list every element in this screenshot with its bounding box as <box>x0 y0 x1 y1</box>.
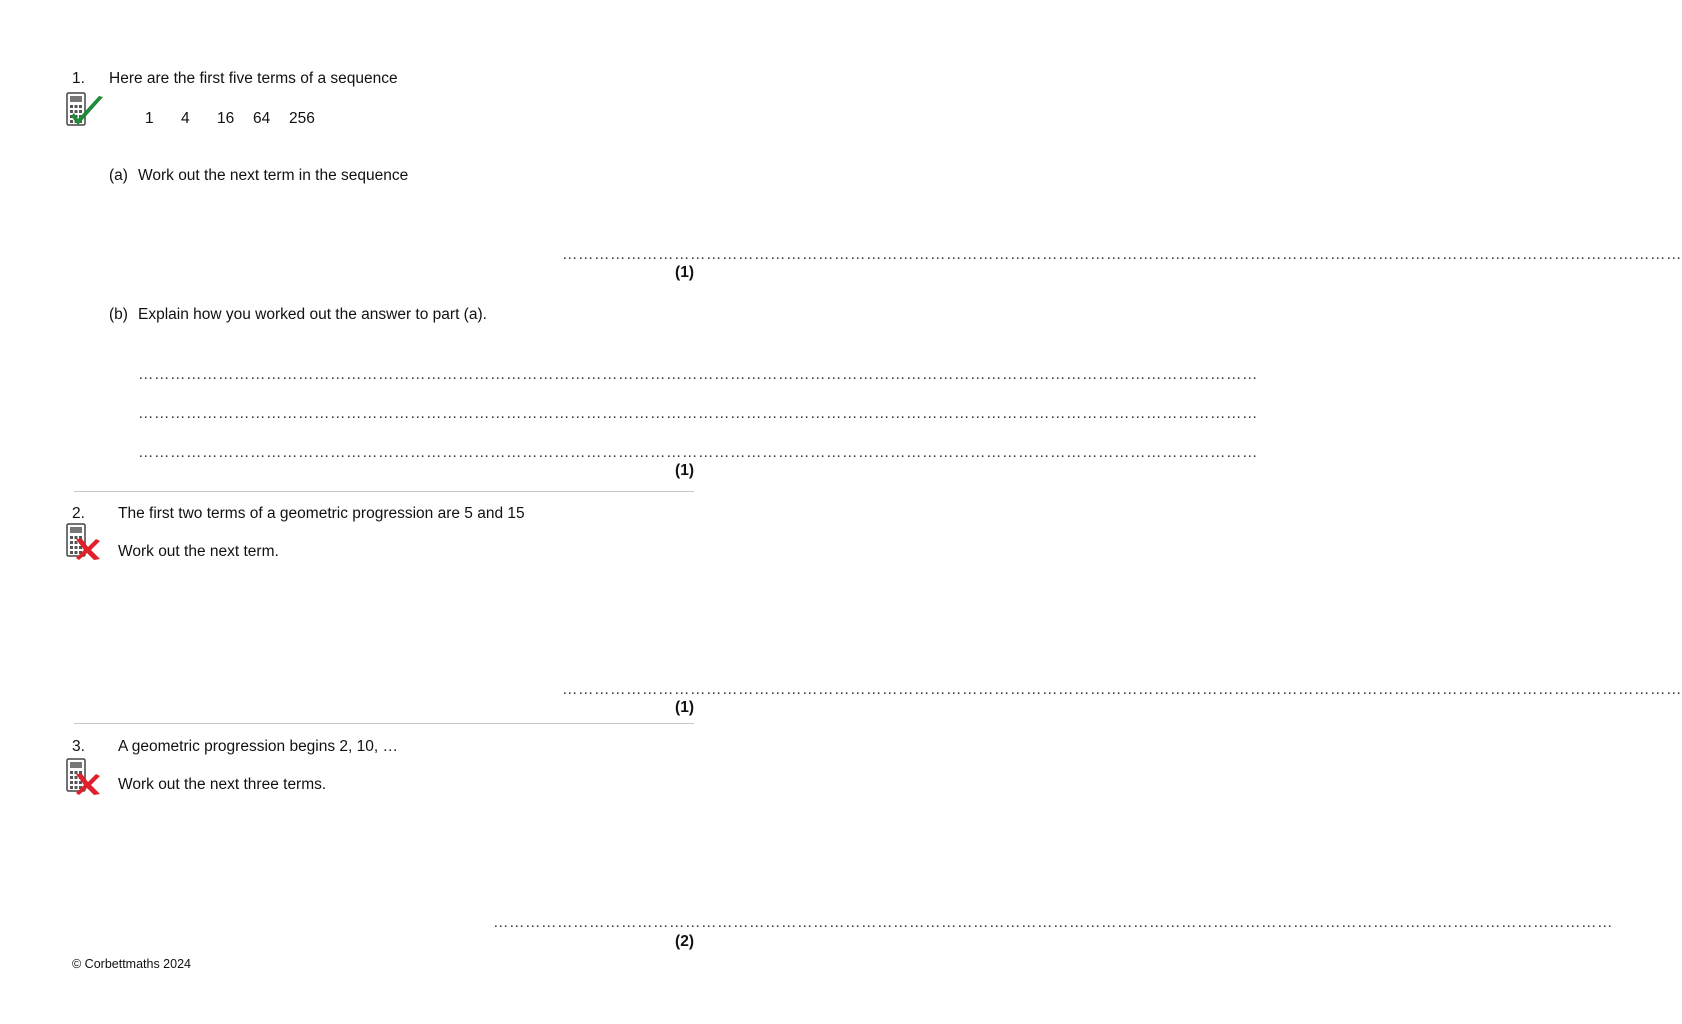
q1b-label: (b) <box>109 306 128 323</box>
q1-text: Here are the first five terms of a sequence <box>109 70 398 87</box>
calculator-not-allowed-icon <box>66 758 106 796</box>
q3-number: 3. <box>72 738 85 755</box>
q1b-text: Explain how you worked out the answer to part (a). <box>138 306 487 323</box>
sequence-term: 64 <box>253 110 271 127</box>
question-divider <box>74 491 694 492</box>
q1a-answer-line[interactable]: ………………………………………………………………………………………………………………………………………………………………………………………… <box>562 246 1682 263</box>
footer-copyright: © Corbettmaths 2024 <box>72 957 191 971</box>
q3-instruction: Work out the next three terms. <box>118 776 327 793</box>
calculator-not-allowed-icon <box>66 523 106 561</box>
sequence-term: 16 <box>217 110 235 127</box>
q1a-text: Work out the next term in the sequence <box>138 167 409 184</box>
q1b-answer-line-1[interactable]: ………………………………………………………………………………………………………………………………………………………………………………………… <box>138 366 1258 383</box>
q2-text: The first two terms of a geometric progression are 5 and 15 <box>118 505 525 522</box>
q2-answer-line[interactable]: ………………………………………………………………………………………………………………………………………………………………………………………… <box>562 681 1682 698</box>
q2-marks: (1) <box>675 699 694 716</box>
q1b-marks: (1) <box>675 462 694 479</box>
q2-instruction: Work out the next term. <box>118 543 279 560</box>
calculator-allowed-icon <box>66 92 106 130</box>
q1-number: 1. <box>72 70 85 87</box>
sequence-term: 1 <box>145 110 154 127</box>
q1a-label: (a) <box>109 167 128 184</box>
q1b-answer-line-2[interactable]: ………………………………………………………………………………………………………………………………………………………………………………………… <box>138 405 1258 422</box>
q1a-marks: (1) <box>675 264 694 281</box>
q1b-answer-line-3[interactable]: ………………………………………………………………………………………………………………………………………………………………………………………… <box>138 444 1258 461</box>
sequence-term: 256 <box>289 110 315 127</box>
q3-answer-line[interactable]: ………………………………………………………………………………………………………………………………………………………………………………………… <box>493 914 1613 931</box>
q3-marks: (2) <box>675 933 694 950</box>
q2-number: 2. <box>72 505 85 522</box>
sequence-term: 4 <box>181 110 190 127</box>
q3-text: A geometric progression begins 2, 10, … <box>118 738 399 755</box>
question-divider <box>74 723 694 724</box>
